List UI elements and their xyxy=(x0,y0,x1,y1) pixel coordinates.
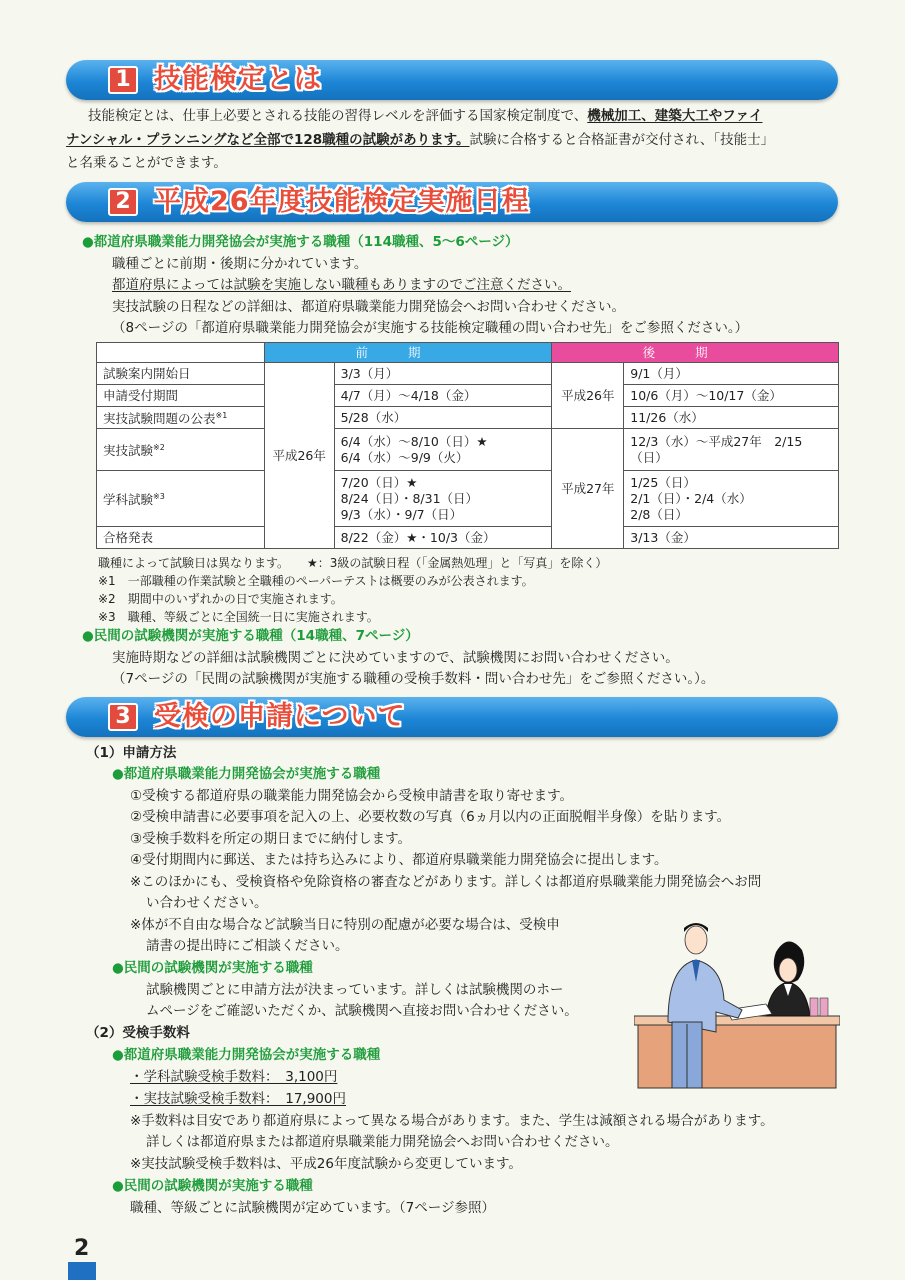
page-number: 2 xyxy=(74,1236,90,1261)
s3-heading-1: （1）申請方法 xyxy=(86,745,177,761)
zenki-cell: 4/7（月）〜4/18（金） xyxy=(334,385,552,407)
s2-bullet-1: ●都道府県職業能力開発協会が実施する職種（114職種、5〜6ページ） xyxy=(82,234,519,250)
zenki-cell xyxy=(334,471,552,527)
zenki-cell xyxy=(334,429,552,471)
s2-q1: 実施時期などの詳細は試験機関ごとに決めていますので、試験機関にお問い合わせください。 xyxy=(112,650,679,666)
fee-jitsugi: ・実技試験受検手数料： 17,900円 xyxy=(130,1091,346,1107)
s3-note-b: い合わせください。 xyxy=(146,895,268,911)
section-title: 平成26年度技能検定実施日程 xyxy=(154,186,530,217)
kouki-cell: 12/3（水）〜平成27年 2/15（日） xyxy=(624,429,839,471)
kouki-line: 2/1（日）・2/4（水） xyxy=(630,490,752,506)
row-label: 合格発表 xyxy=(97,527,265,549)
section-number: 2 xyxy=(108,188,138,216)
s3-green-4: ●民間の試験機関が実施する職種 xyxy=(112,1178,313,1194)
s3-step-2: ②受検申請書に必要事項を記入の上、必要枚数の写真（6ヵ月以内の正面脱帽半身像）を貼ります。 xyxy=(130,809,731,825)
section-3-banner xyxy=(66,697,838,737)
zenki-cell: 8/22（金）★・10/3（金） xyxy=(334,527,552,549)
table-header-kouki: 後期 xyxy=(552,343,839,363)
kouki-year: 平成27年 xyxy=(552,429,624,549)
s2-p4: （8ページの「都道府県職業能力開発協会が実施する技能検定職種の問い合わせ先」をご参照ください。） xyxy=(112,320,749,336)
row-label: 申請受付期間 xyxy=(97,385,265,407)
s2-p1: 職種ごとに前期・後期に分かれています。 xyxy=(112,256,368,272)
section-title: 技能検定とは xyxy=(154,64,322,95)
kouki-year: 平成26年 xyxy=(552,363,624,429)
section-1-banner xyxy=(66,60,838,100)
row-label xyxy=(97,471,265,527)
page-tab xyxy=(68,1262,96,1280)
section-number: 1 xyxy=(108,66,138,94)
s1-line-2 xyxy=(66,130,774,151)
s3-private-1: 試験機関ごとに申請方法が決まっています。詳しくは試験機関のホー xyxy=(146,982,564,998)
zenki-line: 7/20（日）★ xyxy=(340,474,418,490)
note-2: ※2 期間中のいずれかの日で実施されます。 xyxy=(98,592,343,606)
schedule-table xyxy=(96,342,839,549)
kouki-cell: 10/6（月）〜10/17（金） xyxy=(624,385,839,407)
s2-p2: 都道府県によっては試験を実施しない職種もありますのでご注意ください。 xyxy=(112,277,571,293)
row-label-text: 実技試験問題の公表 xyxy=(103,411,216,427)
footnote-mark: ※3 xyxy=(153,492,165,502)
kouki-cell: 11/26（水） xyxy=(624,407,839,429)
s3-heading-2: （2）受検手数料 xyxy=(86,1025,190,1041)
row-label-text: 学科試験 xyxy=(103,492,154,508)
s3-green-2: ●民間の試験機関が実施する職種 xyxy=(112,960,313,976)
s1-text: 試験に合格すると合格証書が交付され、「技能士」 xyxy=(469,132,775,148)
kouki-cell xyxy=(624,471,839,527)
s3-note-a: ※このほかにも、受検資格や免除資格の審査などがあります。詳しくは都道府県職業能力開発協会へお問 xyxy=(130,874,762,890)
zenki-line: 8/24（日）・8/31（日） xyxy=(340,490,479,506)
section-number: 3 xyxy=(108,703,138,731)
s3-note-c: ※体が不自由な場合など試験当日に特別の配慮が必要な場合は、受検申 xyxy=(130,917,560,933)
s3-step-3: ③受検手数料を所定の期日までに納付します。 xyxy=(130,831,412,847)
s3-step-1: ①受検する都道府県の職業能力開発協会から受検申請書を取り寄せます。 xyxy=(130,788,574,804)
s3-private-fee: 職種、等級ごとに試験機関が定めています。（7ページ参照） xyxy=(130,1200,495,1216)
s3-fee-note-1: ※手数料は目安であり都道府県によって異なる場合があります。また、学生は減額される場合があります。 xyxy=(130,1113,774,1129)
section-title: 受検の申請について xyxy=(154,701,406,732)
section-2-banner xyxy=(66,182,838,222)
s1-emphasis: 機械加工、建築大工やファイ xyxy=(587,108,763,124)
row-label xyxy=(97,429,265,471)
s3-fee-note-3: ※実技試験受検手数料は、平成26年度試験から変更しています。 xyxy=(130,1156,522,1172)
s3-green-3: ●都道府県職業能力開発協会が実施する職種 xyxy=(112,1047,381,1063)
zenki-line: 6/4（水）〜8/10（日）★ xyxy=(340,433,488,449)
s1-emphasis: ナンシャル・プランニングなど全部で128職種の試験があります。 xyxy=(66,132,470,148)
s3-note-d: 請書の提出時にご相談ください。 xyxy=(146,938,349,954)
note-0: 職種によって試験日は異なります。 ★：3級の試験日程（「金属熱処理」と「写真」を除く） xyxy=(98,556,608,570)
fee-gakka: ・学科試験受検手数料： 3,100円 xyxy=(130,1069,338,1085)
note-1: ※1 一部職種の作業試験と全職種のペーパーテストは概要のみが公表されます。 xyxy=(98,574,534,588)
s2-bullet-2: ●民間の試験機関が実施する職種（14職種、7ページ） xyxy=(82,628,419,644)
zenki-line: 6/4（水）〜9/9（火） xyxy=(340,449,469,465)
table-header-zenki: 前期 xyxy=(264,343,552,363)
zenki-cell: 5/28（水） xyxy=(334,407,552,429)
row-label xyxy=(97,407,265,429)
table-header-empty xyxy=(97,343,265,363)
s2-q2: （7ページの「民間の試験機関が実施する職種の受検手数料・問い合わせ先」をご参照ください。）。 xyxy=(112,671,715,687)
s1-line-3: と名乗ることができます。 xyxy=(66,155,227,171)
s3-private-2: ムページをご確認いただくか、試験機関へ直接お問い合わせください。 xyxy=(146,1003,578,1019)
s2-p3: 実技試験の日程などの詳細は、都道府県職業能力開発協会へお問い合わせください。 xyxy=(112,299,625,315)
kouki-line: 2/8（日） xyxy=(630,506,688,522)
kouki-cell: 9/1（月） xyxy=(624,363,839,385)
s3-green-1: ●都道府県職業能力開発協会が実施する職種 xyxy=(112,766,381,782)
footnote-mark: ※2 xyxy=(153,443,165,453)
zenki-year: 平成26年 xyxy=(264,363,334,549)
note-3: ※3 職種、等級ごとに全国統一日に実施されます。 xyxy=(98,610,379,624)
kouki-cell: 3/13（金） xyxy=(624,527,839,549)
zenki-cell: 3/3（月） xyxy=(334,363,552,385)
s3-step-4: ④受付期間内に郵送、または持ち込みにより、都道府県職業能力開発協会に提出します。 xyxy=(130,852,668,868)
zenki-line: 9/3（水）・9/7（日） xyxy=(340,506,463,522)
s3-fee-note-2: 詳しくは都道府県または都道府県職業能力開発協会へお問い合わせください。 xyxy=(146,1134,619,1150)
footnote-mark: ※1 xyxy=(215,411,228,420)
s1-text: 技能検定とは、仕事上必要とされる技能の習得レベルを評価する国家検定制度で、 xyxy=(88,108,588,124)
reception-illustration xyxy=(634,912,840,1090)
row-label-text: 実技試験 xyxy=(103,443,154,459)
s1-line-1 xyxy=(88,106,762,127)
kouki-line: 1/25（日） xyxy=(630,474,696,490)
row-label: 試験案内開始日 xyxy=(97,363,265,385)
